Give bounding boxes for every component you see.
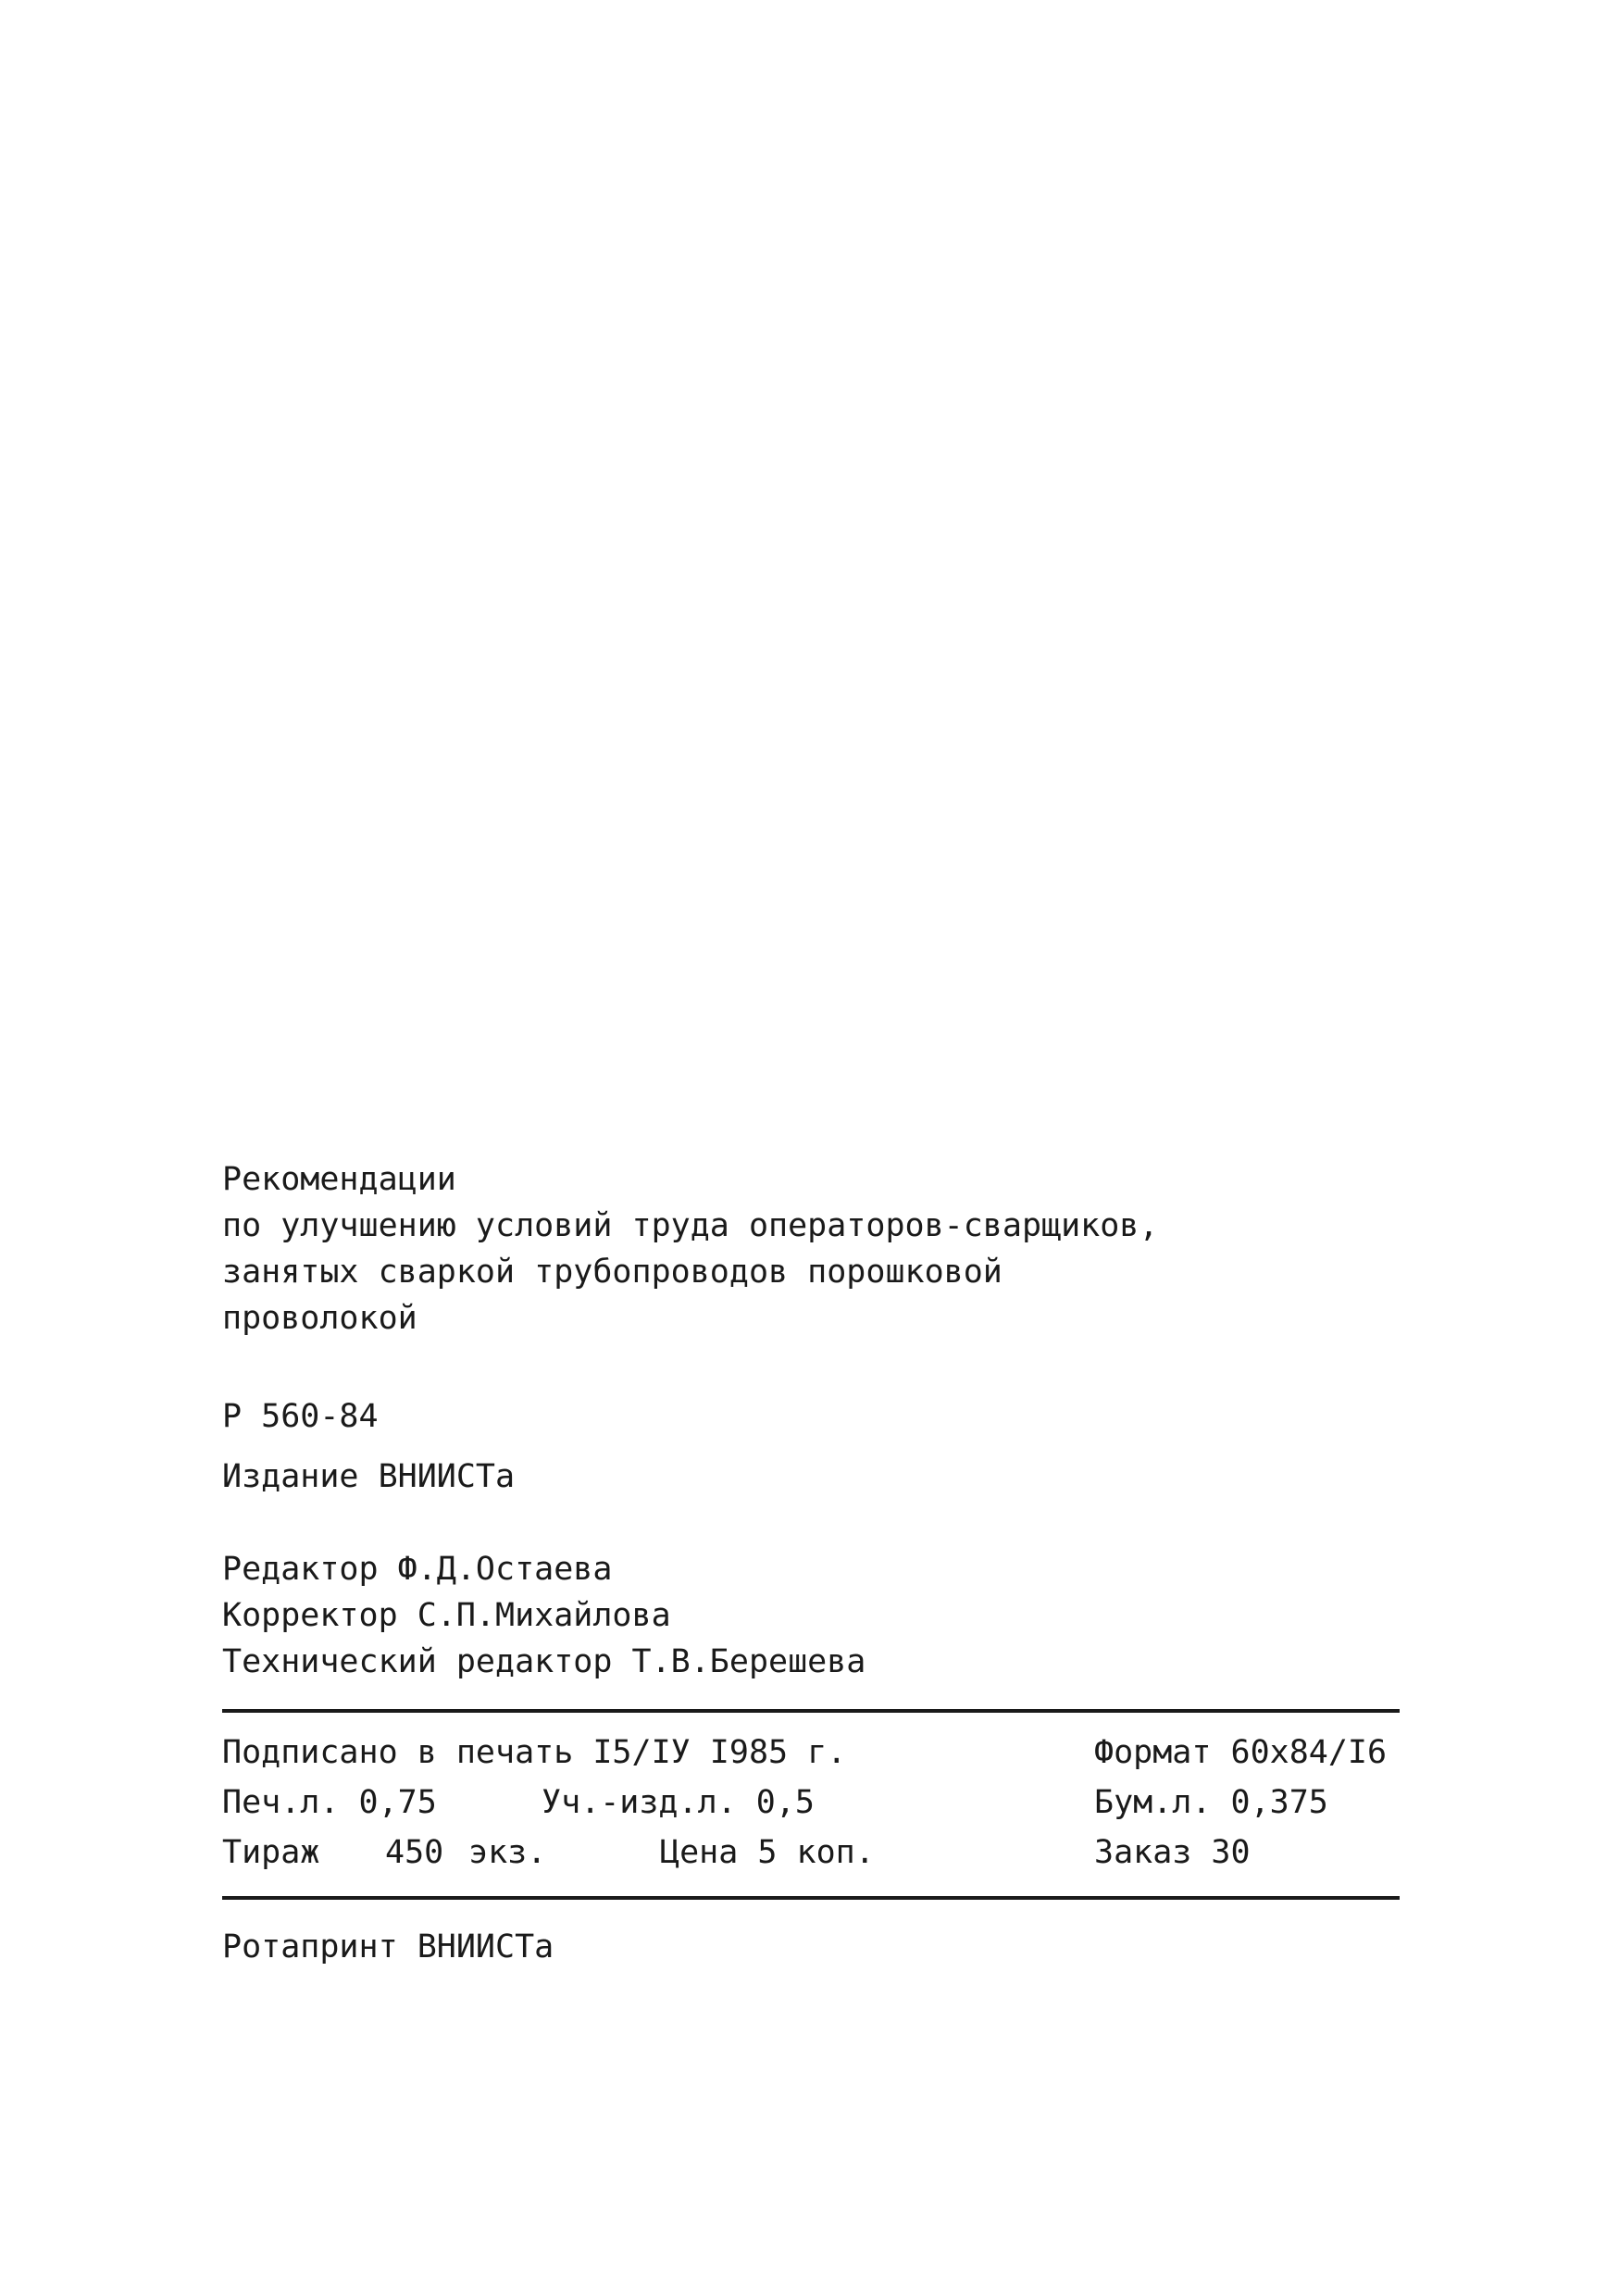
signed-to-print: Подписано в печать I5/IУ I985 г.	[222, 1734, 847, 1771]
print-sheets: Печ.л. 0,75	[222, 1784, 437, 1821]
imprint-row-1	[222, 1728, 1400, 1778]
title-line-2: по улучшению условий труда операторов-сварщиков,	[222, 1207, 1159, 1244]
document-title	[222, 1156, 1407, 1341]
price: Цена 5 коп.	[660, 1834, 875, 1871]
imprint-row-2	[222, 1778, 1400, 1828]
imprint-bottom-rule	[222, 1896, 1400, 1900]
publisher-line: Издание ВНИИСТа	[222, 1458, 516, 1495]
imprint-block	[222, 1728, 1400, 1878]
print-run-label: Тираж	[222, 1834, 320, 1871]
title-line-1: Рекомендации	[222, 1161, 456, 1198]
order-number: Заказ 30	[1094, 1834, 1251, 1871]
imprint-top-rule	[222, 1709, 1400, 1713]
title-line-4: проволокой	[222, 1300, 417, 1337]
tech-editor-line: Технический редактор Т.В.Берешева	[222, 1643, 866, 1680]
publication-sheets: Уч.-изд.л. 0,5	[542, 1784, 816, 1821]
paper-format: Формат 60х84/I6	[1094, 1734, 1388, 1771]
staff-list	[222, 1546, 1407, 1685]
document-code: Р 560-84	[222, 1398, 379, 1435]
print-run-count: 450	[385, 1834, 444, 1871]
paper-sheets: Бум.л. 0,375	[1094, 1784, 1328, 1821]
title-line-3: занятых сваркой трубопроводов порошковой	[222, 1254, 1003, 1291]
corrector-line: Корректор С.П.Михайлова	[222, 1597, 671, 1634]
editor-line: Редактор Ф.Д.Остаева	[222, 1551, 613, 1588]
printer-line: Ротапринт ВНИИСТа	[222, 1928, 554, 1965]
print-run-unit: экз.	[468, 1834, 547, 1871]
imprint-row-3	[222, 1828, 1400, 1878]
